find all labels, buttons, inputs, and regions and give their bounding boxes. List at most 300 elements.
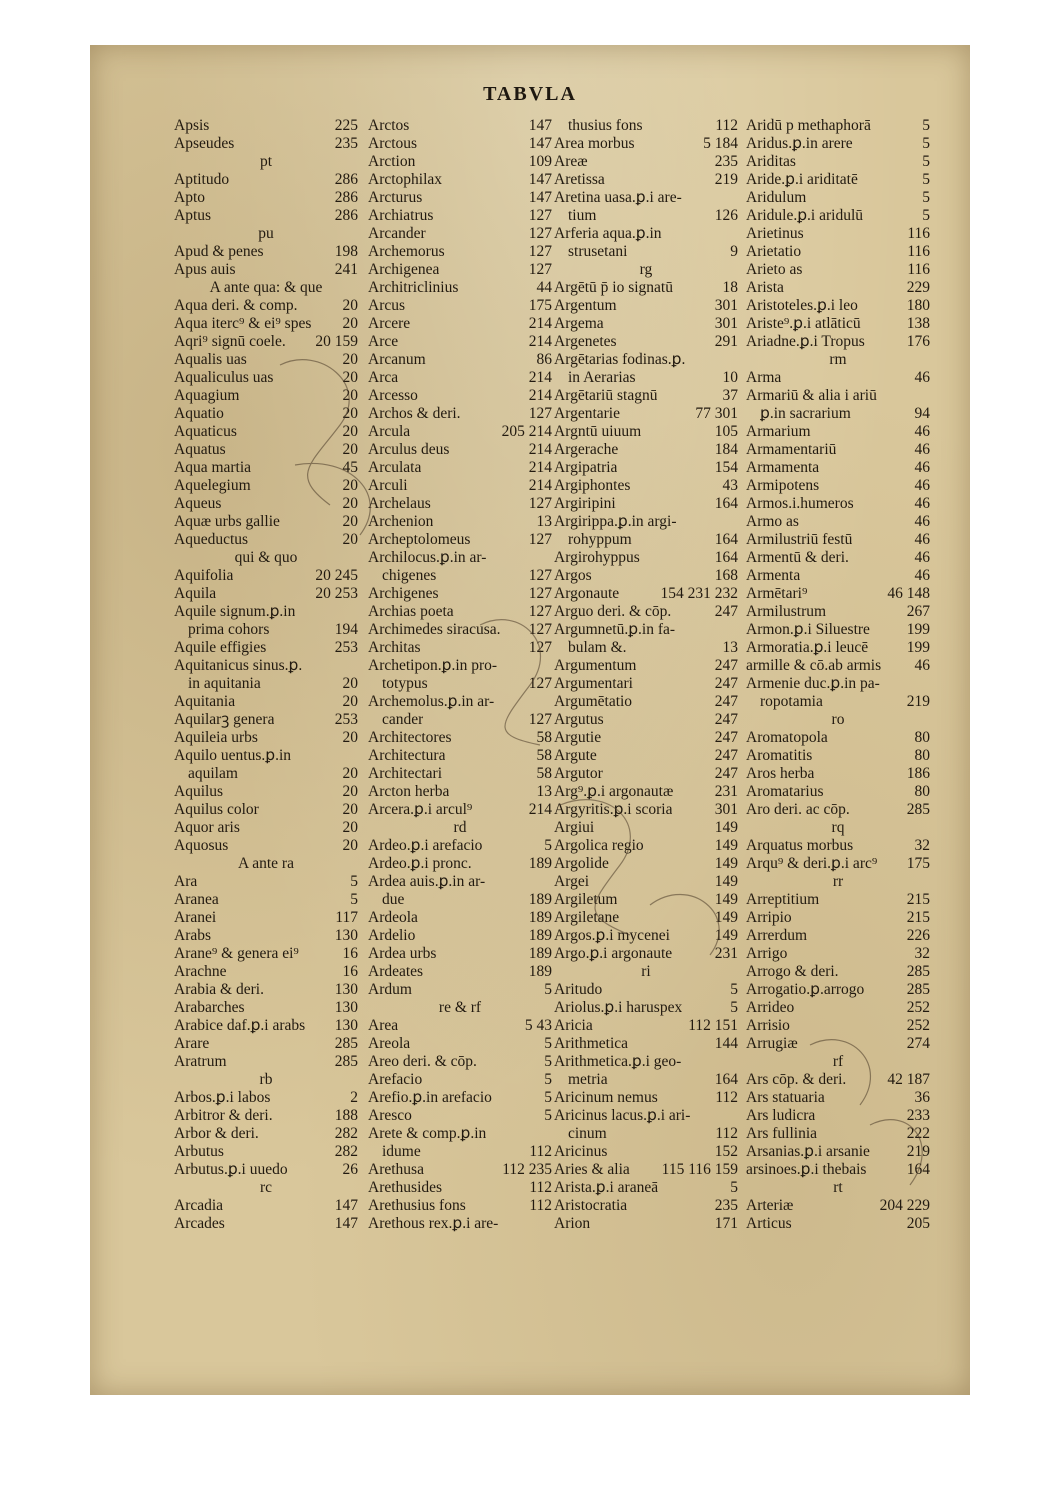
- page-reference: 20 245: [315, 567, 358, 584]
- index-term: Argutor: [554, 765, 603, 782]
- page-header-title: TABVLA: [483, 83, 577, 105]
- page-reference: 5: [350, 891, 358, 908]
- index-term: Arare: [174, 1035, 210, 1052]
- index-entry: [746, 513, 930, 531]
- index-term: Aquæ urbs gallie: [174, 513, 280, 530]
- index-entry: [554, 909, 738, 927]
- index-term: Argētarias fodinas.ꝑ.: [554, 351, 686, 368]
- index-entry: [746, 1197, 930, 1215]
- index-entry: [554, 531, 738, 549]
- index-term: bulam &.: [568, 639, 627, 656]
- index-term: rq: [831, 819, 845, 836]
- page-reference: 149: [714, 891, 738, 908]
- page-reference: 20: [342, 441, 358, 458]
- index-entry: [746, 261, 930, 279]
- page-reference: 32: [914, 945, 930, 962]
- page-reference: 115 116 159: [661, 1161, 738, 1178]
- index-entry: [174, 801, 358, 819]
- index-entry: [174, 639, 358, 657]
- index-term: due: [382, 891, 405, 908]
- page-reference: 274: [906, 1035, 930, 1052]
- index-term: Aquagium: [174, 387, 240, 404]
- index-term: Arcanum: [368, 351, 426, 368]
- page-reference: 149: [714, 909, 738, 926]
- index-entry: [174, 189, 358, 207]
- index-entry: [554, 711, 738, 729]
- index-entry: [368, 981, 552, 999]
- index-term: Arferia aqua.ꝑ.in: [554, 225, 662, 242]
- index-term: ro: [831, 711, 845, 728]
- page-reference: 285: [334, 1053, 358, 1070]
- index-entry: [746, 657, 930, 675]
- index-term: Archos & deri.: [368, 405, 461, 422]
- page-reference: 214: [528, 387, 552, 404]
- index-term: Aquitania: [174, 693, 236, 710]
- index-entry: [746, 1107, 930, 1125]
- page-reference: 16: [342, 945, 358, 962]
- index-term: Aratrum: [174, 1053, 227, 1070]
- index-term: Ardelio: [368, 927, 416, 944]
- page-reference: 247: [714, 693, 738, 710]
- page-reference: 36: [914, 1089, 930, 1106]
- page-reference: 46: [914, 531, 930, 548]
- index-term: Argolica regio: [554, 837, 644, 854]
- index-term: Aristoteles.ꝑ.i leo: [746, 297, 858, 314]
- page-reference: 20 253: [315, 585, 358, 602]
- page-reference: 20: [342, 477, 358, 494]
- index-entry: [554, 837, 738, 855]
- page-reference: 46: [914, 423, 930, 440]
- index-entry: [174, 495, 358, 513]
- index-term: Arista: [746, 279, 784, 296]
- page-reference: 226: [906, 927, 930, 944]
- index-term: Arethous rex.ꝑ.i are-: [368, 1215, 499, 1232]
- index-term: Aqueus: [174, 495, 222, 512]
- page-reference: 117: [335, 909, 358, 926]
- page-reference: 291: [714, 333, 738, 350]
- index-term: Aqualiculus uas: [174, 369, 274, 386]
- section-heading: [368, 999, 552, 1017]
- index-term: Ariste⁹.ꝑ.i atlāticū: [746, 315, 861, 332]
- index-entry: [174, 1017, 358, 1035]
- page-reference: 127: [528, 495, 552, 512]
- page-reference: 5: [730, 999, 738, 1016]
- page-reference: 215: [906, 909, 930, 926]
- page-reference: 235: [714, 1197, 738, 1214]
- index-entry: [174, 117, 358, 135]
- index-term: Aqua iterc⁹ & ei⁹ spes: [174, 315, 312, 332]
- page-reference: 214: [528, 333, 552, 350]
- index-term: metria: [568, 1071, 608, 1088]
- index-entry: [174, 207, 358, 225]
- index-entry: [174, 873, 358, 891]
- page-reference: 44: [536, 279, 552, 296]
- index-entry: [746, 387, 930, 405]
- index-entry: [368, 1143, 552, 1161]
- index-entry: [174, 567, 358, 585]
- index-term: Argolide: [554, 855, 609, 872]
- index-entry: [554, 225, 738, 243]
- page-reference: 252: [906, 999, 930, 1016]
- index-entry: [554, 1053, 738, 1071]
- index-entry: [174, 369, 358, 387]
- page-reference: 214: [528, 441, 552, 458]
- index-entry: [746, 297, 930, 315]
- index-term: Aros herba: [746, 765, 815, 782]
- index-entry: [368, 1017, 552, 1035]
- index-entry: [174, 1215, 358, 1233]
- index-term: Arcadia: [174, 1197, 224, 1214]
- page-reference: 229: [906, 279, 930, 296]
- index-term: Aqualis uas: [174, 351, 247, 368]
- page-reference: 189: [528, 855, 552, 872]
- index-term: Arbutus.ꝑ.i uuedo: [174, 1161, 288, 1178]
- index-entry: [368, 567, 552, 585]
- section-heading: [746, 711, 930, 729]
- index-term: Arrogo & deri.: [746, 963, 839, 980]
- index-entry: [554, 459, 738, 477]
- page-reference: 80: [914, 729, 930, 746]
- index-term: Armariū & alia i ariū: [746, 387, 877, 404]
- page-reference: 189: [528, 927, 552, 944]
- page-reference: 112 151: [688, 1017, 738, 1034]
- page-reference: 219: [906, 693, 930, 710]
- page-reference: 188: [334, 1107, 358, 1124]
- section-heading: [368, 819, 552, 837]
- index-term: Arefio.ꝑ.in arefacio: [368, 1089, 492, 1106]
- index-term: chigenes: [382, 567, 437, 584]
- page-reference: 46: [914, 369, 930, 386]
- index-term: Armos.i.humeros: [746, 495, 854, 512]
- index-entry: [746, 729, 930, 747]
- page-reference: 20: [342, 315, 358, 332]
- page-reference: 149: [714, 819, 738, 836]
- index-term: Arcander: [368, 225, 426, 242]
- page-reference: 247: [714, 603, 738, 620]
- index-term: Argumētatio: [554, 693, 633, 710]
- page-reference: 2: [350, 1089, 358, 1106]
- index-term: Argumentum: [554, 657, 637, 674]
- page-reference: 164: [714, 495, 738, 512]
- index-entry: [554, 495, 738, 513]
- page-reference: 5: [922, 171, 930, 188]
- index-term: Architriclinius: [368, 279, 459, 296]
- index-entry: [174, 1089, 358, 1107]
- index-entry: [746, 477, 930, 495]
- page-reference: 214: [528, 369, 552, 386]
- page-reference: 26: [342, 1161, 358, 1178]
- index-entry: [746, 837, 930, 855]
- page-reference: 20: [342, 693, 358, 710]
- page-reference: 247: [714, 729, 738, 746]
- index-term: Aricinum nemus: [554, 1089, 658, 1106]
- page-reference: 198: [334, 243, 358, 260]
- index-term: Aquilo uentus.ꝑ.in: [174, 747, 292, 764]
- section-heading: [174, 279, 358, 297]
- index-entry: [368, 495, 552, 513]
- page-reference: 301: [714, 297, 738, 314]
- index-entry: [554, 333, 738, 351]
- index-entry: [746, 405, 930, 423]
- index-term: A ante qua: & que: [209, 279, 323, 296]
- index-entry: [174, 351, 358, 369]
- index-entry: [746, 531, 930, 549]
- page-reference: 127: [528, 225, 552, 242]
- index-entry: [746, 243, 930, 261]
- page-reference: 222: [906, 1125, 930, 1142]
- page-reference: 80: [914, 747, 930, 764]
- page-reference: 18: [722, 279, 738, 296]
- index-term: Aries & alia: [554, 1161, 630, 1178]
- index-entry: [554, 639, 738, 657]
- page-reference: 5: [544, 1053, 552, 1070]
- page-reference: 241: [334, 261, 358, 278]
- page-reference: 282: [334, 1125, 358, 1142]
- page-reference: 214: [528, 315, 552, 332]
- index-term: Archias poeta: [368, 603, 454, 620]
- index-term: Aride.ꝑ.i ariditatē: [746, 171, 858, 188]
- index-column-1: [174, 117, 358, 1233]
- page-reference: 189: [528, 945, 552, 962]
- index-column-4: [746, 117, 930, 1233]
- index-column-2: [368, 117, 552, 1233]
- page-reference: 149: [714, 855, 738, 872]
- section-heading: [554, 963, 738, 981]
- index-term: ri: [641, 963, 651, 980]
- index-term: Aquilus color: [174, 801, 259, 818]
- page-reference: 214: [528, 801, 552, 818]
- index-term: idume: [382, 1143, 421, 1160]
- index-term: rm: [829, 351, 847, 368]
- page-reference: 247: [714, 765, 738, 782]
- page-reference: 180: [906, 297, 930, 314]
- index-term: Ardeates: [368, 963, 424, 980]
- index-entry: [368, 783, 552, 801]
- index-term: Arculus deus: [368, 441, 450, 458]
- index-entry: [746, 1035, 930, 1053]
- page-reference: 205 214: [501, 423, 552, 440]
- page-reference: 20: [342, 837, 358, 854]
- index-entry: [368, 135, 552, 153]
- index-term: Aptus: [174, 207, 212, 224]
- page-reference: 43: [722, 477, 738, 494]
- index-entry: [554, 693, 738, 711]
- index-term: Ardeo.ꝑ.i arefacio: [368, 837, 483, 854]
- page-reference: 152: [714, 1143, 738, 1160]
- index-entry: [174, 1161, 358, 1179]
- index-entry: [174, 927, 358, 945]
- index-entry: [746, 207, 930, 225]
- index-entry: [368, 675, 552, 693]
- index-entry: [174, 315, 358, 333]
- index-term: Aqua deri. & comp.: [174, 297, 298, 314]
- page-reference: 46: [914, 567, 930, 584]
- index-entry: [368, 333, 552, 351]
- index-term: Aquelegium: [174, 477, 251, 494]
- index-term: Argyritis.ꝑ.i scoria: [554, 801, 673, 818]
- page-reference: 247: [714, 711, 738, 728]
- index-term: Aquile effigies: [174, 639, 267, 656]
- index-entry: [368, 1035, 552, 1053]
- page-reference: 253: [334, 711, 358, 728]
- page-reference: 130: [334, 981, 358, 998]
- page-reference: 20: [342, 513, 358, 530]
- page-reference: 147: [334, 1197, 358, 1214]
- index-term: Arction: [368, 153, 416, 170]
- index-entry: [174, 963, 358, 981]
- index-entry: [368, 801, 552, 819]
- page-reference: 184: [714, 441, 738, 458]
- page-reference: 204 229: [879, 1197, 930, 1214]
- index-term: Aretina uasa.ꝑ.i are-: [554, 189, 682, 206]
- index-entry: [368, 549, 552, 567]
- page-reference: 5: [544, 1035, 552, 1052]
- index-term: Arcades: [174, 1215, 225, 1232]
- index-entry: [554, 117, 738, 135]
- index-entry: [554, 945, 738, 963]
- index-term: Arabs: [174, 927, 212, 944]
- index-entry: [746, 495, 930, 513]
- index-entry: [554, 567, 738, 585]
- index-entry: [746, 225, 930, 243]
- page-reference: 127: [528, 621, 552, 638]
- page-reference: 58: [536, 729, 552, 746]
- index-entry: [746, 567, 930, 585]
- index-term: Aresco: [368, 1107, 412, 1124]
- page-reference: 86: [536, 351, 552, 368]
- page-reference: 127: [528, 207, 552, 224]
- index-term: Armon.ꝑ.i Siluestre: [746, 621, 870, 638]
- page-reference: 225: [334, 117, 358, 134]
- index-term: Aricia: [554, 1017, 593, 1034]
- index-entry: [368, 1197, 552, 1215]
- page-reference: 199: [906, 639, 930, 656]
- index-entry: [368, 441, 552, 459]
- index-entry: [746, 369, 930, 387]
- page-reference: 105: [714, 423, 738, 440]
- index-entry: [554, 891, 738, 909]
- index-entry: [368, 657, 552, 675]
- index-term: Arrisio: [746, 1017, 790, 1034]
- page-reference: 205: [906, 1215, 930, 1232]
- page-reference: 37: [722, 387, 738, 404]
- index-entry: [174, 837, 358, 855]
- index-entry: [554, 1197, 738, 1215]
- index-entry: [746, 135, 930, 153]
- index-term: Areo deri. & cōp.: [368, 1053, 477, 1070]
- index-entry: [368, 117, 552, 135]
- index-term: Argntū uiuum: [554, 423, 642, 440]
- index-term: Arabice daf.ꝑ.i arabs: [174, 1017, 306, 1034]
- index-entry: [746, 1125, 930, 1143]
- index-term: Arane⁹ & genera ei⁹: [174, 945, 299, 962]
- index-term: Aricinus lacus.ꝑ.i ari-: [554, 1107, 691, 1124]
- index-term: Aritudo: [554, 981, 603, 998]
- index-term: Arreptitium: [746, 891, 820, 908]
- index-term: Ariditas: [746, 153, 796, 170]
- page-reference: 112: [529, 1179, 552, 1196]
- index-term: Ara: [174, 873, 198, 890]
- index-term: arsinoes.ꝑ.i thebais: [746, 1161, 867, 1178]
- page-reference: 252: [906, 1017, 930, 1034]
- page-reference: 46 148: [887, 585, 930, 602]
- page-reference: 149: [714, 873, 738, 890]
- page-reference: 164: [714, 1071, 738, 1088]
- index-entry: [554, 207, 738, 225]
- index-entry: [368, 963, 552, 981]
- index-entry: [174, 657, 358, 675]
- index-term: Arbos.ꝑ.i labos: [174, 1089, 271, 1106]
- index-entry: [174, 675, 358, 693]
- index-term: Arethusius fons: [368, 1197, 466, 1214]
- page-reference: 130: [334, 999, 358, 1016]
- page-reference: 112: [715, 1125, 738, 1142]
- index-entry: [746, 891, 930, 909]
- index-term: Arietinus: [746, 225, 804, 242]
- index-term: Arrideo: [746, 999, 795, 1016]
- index-term: Architectura: [368, 747, 446, 764]
- index-entry: [174, 693, 358, 711]
- index-entry: [554, 621, 738, 639]
- index-entry: [368, 531, 552, 549]
- page-reference: 147: [334, 1215, 358, 1232]
- index-term: rd: [453, 819, 467, 836]
- index-term: Arethusa: [368, 1161, 424, 1178]
- index-term: Archeptolomeus: [368, 531, 471, 548]
- index-term: Arabia & deri.: [174, 981, 264, 998]
- index-term: Armo as: [746, 513, 799, 530]
- index-entry: [174, 513, 358, 531]
- index-entry: [174, 981, 358, 999]
- index-term: Aridule.ꝑ.i aridulū: [746, 207, 864, 224]
- index-entry: [368, 891, 552, 909]
- page-reference: 285: [334, 1035, 358, 1052]
- page-reference: 189: [528, 891, 552, 908]
- index-term: Aranea: [174, 891, 219, 908]
- index-term: Aqri⁹ signū coele.: [174, 333, 286, 350]
- page-reference: 20: [342, 297, 358, 314]
- page-reference: 20: [342, 729, 358, 746]
- index-term: Armipotens: [746, 477, 820, 494]
- index-entry: [554, 189, 738, 207]
- page-reference: 20: [342, 351, 358, 368]
- index-term: rb: [259, 1071, 273, 1088]
- index-term: Argētariū stagnū: [554, 387, 658, 404]
- index-entry: [746, 981, 930, 999]
- index-term: Arripio: [746, 909, 792, 926]
- page-reference: 127: [528, 531, 552, 548]
- index-entry: [746, 1017, 930, 1035]
- page-reference: 46: [914, 477, 930, 494]
- index-entry: [174, 405, 358, 423]
- index-term: Arabarches: [174, 999, 245, 1016]
- index-term: Arculi: [368, 477, 408, 494]
- index-entry: [746, 585, 930, 603]
- page-reference: 231: [714, 945, 738, 962]
- index-entry: [174, 459, 358, 477]
- page-reference: 189: [528, 909, 552, 926]
- page-reference: 247: [714, 675, 738, 692]
- index-entry: [368, 639, 552, 657]
- index-entry: [174, 603, 358, 621]
- page-reference: 109: [528, 153, 552, 170]
- index-term: Aro deri. ac cōp.: [746, 801, 850, 818]
- index-entry: [746, 315, 930, 333]
- page-reference: 199: [906, 621, 930, 638]
- index-entry: [554, 747, 738, 765]
- page-reference: 20: [342, 531, 358, 548]
- index-entry: [554, 513, 738, 531]
